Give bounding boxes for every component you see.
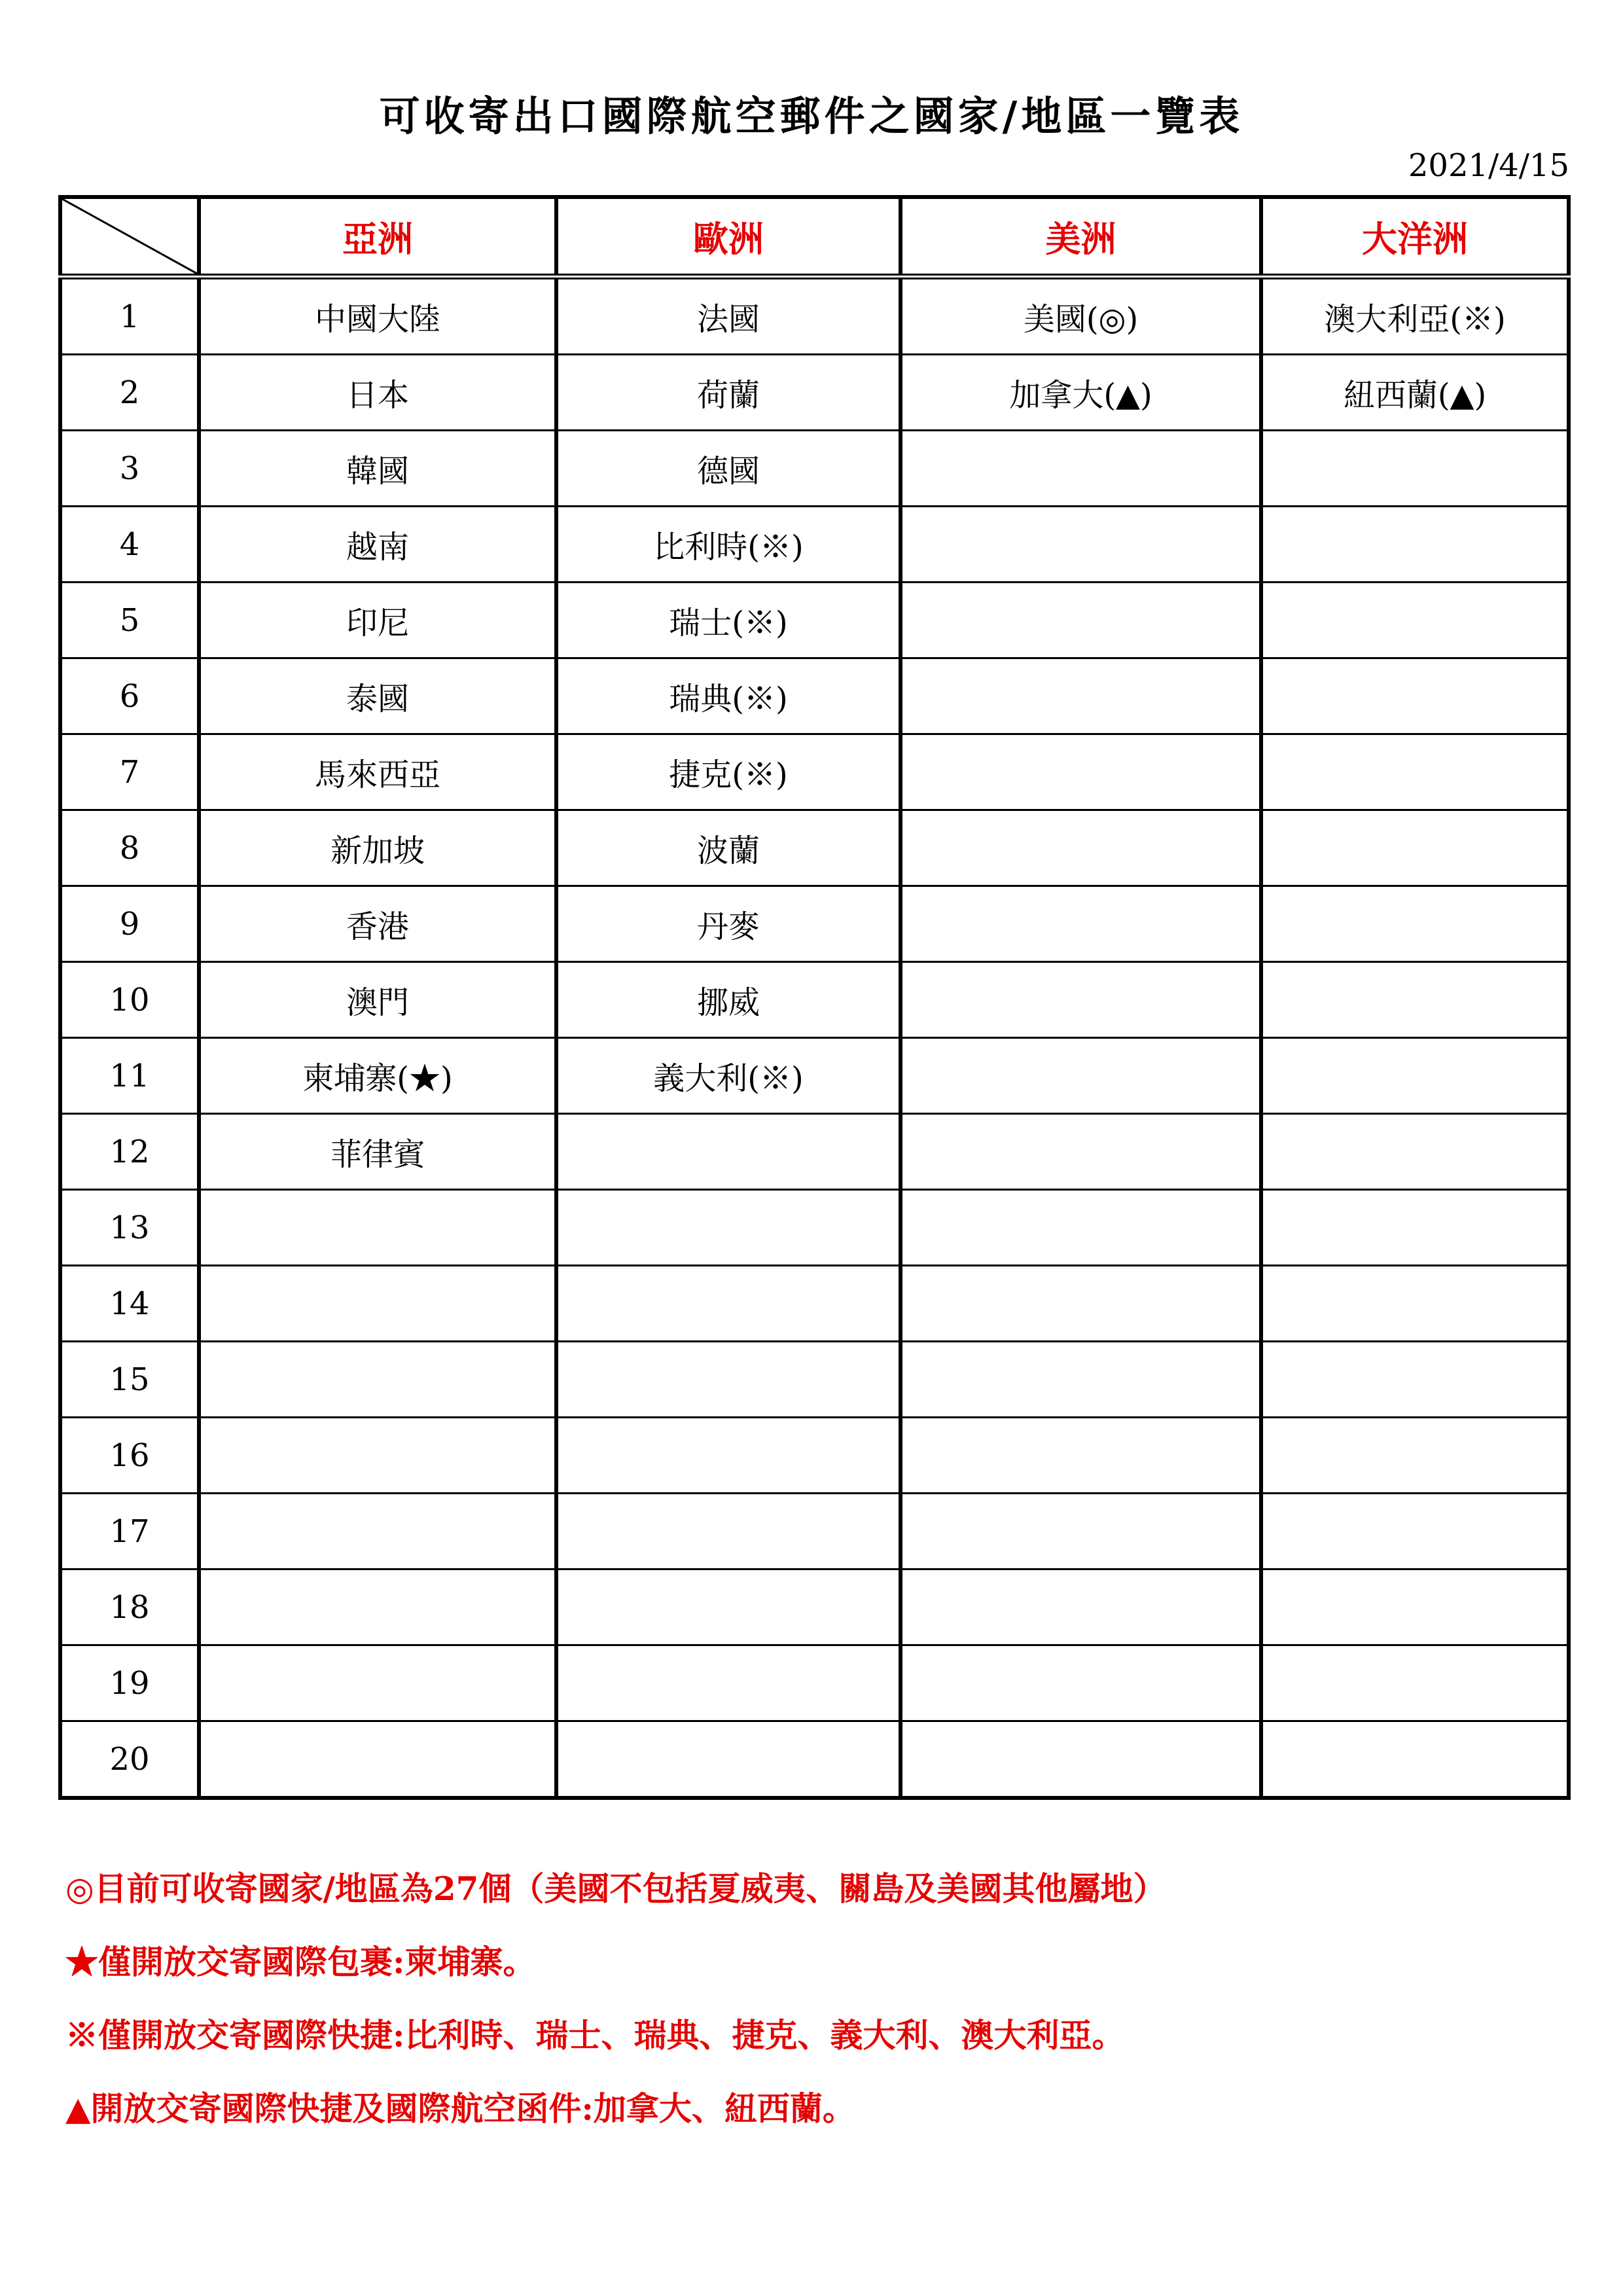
cell-europe: 義大利(※)	[556, 1038, 901, 1114]
cell-americas	[901, 1721, 1261, 1799]
cell-europe: 波蘭	[556, 810, 901, 886]
header-oceania: 大洋洲	[1261, 197, 1569, 277]
row-number: 19	[60, 1645, 199, 1721]
table-row	[60, 1418, 1569, 1494]
cell-europe: 瑞士(※)	[556, 583, 901, 658]
row-number: 14	[60, 1266, 199, 1342]
note-total-count: ◎目前可收寄國家/地區為27個（美國不包括夏威夷、關島及美國其他屬地）	[65, 1869, 1166, 1908]
table-row	[60, 1190, 1569, 1266]
cell-oceania	[1261, 962, 1569, 1038]
cell-americas	[901, 1114, 1261, 1190]
table-row	[60, 1645, 1569, 1721]
cell-asia: 柬埔寨(★)	[199, 1038, 556, 1114]
row-number: 5	[60, 583, 199, 658]
cell-americas	[901, 431, 1261, 507]
table-row	[60, 1114, 1569, 1190]
cell-europe: 德國	[556, 431, 901, 507]
row-number: 9	[60, 886, 199, 962]
cell-americas	[901, 583, 1261, 658]
cell-europe	[556, 1494, 901, 1570]
table-row	[60, 355, 1569, 431]
row-number: 1	[60, 277, 199, 355]
cell-oceania	[1261, 1494, 1569, 1570]
cell-asia: 馬來西亞	[199, 734, 556, 810]
cell-americas	[901, 1645, 1261, 1721]
table-row	[60, 962, 1569, 1038]
cell-americas	[901, 1494, 1261, 1570]
cell-europe	[556, 1342, 901, 1418]
cell-europe	[556, 1114, 901, 1190]
cell-oceania	[1261, 1721, 1569, 1799]
table-row	[60, 810, 1569, 886]
cell-europe: 比利時(※)	[556, 507, 901, 583]
cell-oceania	[1261, 1266, 1569, 1342]
cell-americas	[901, 507, 1261, 583]
cell-europe	[556, 1721, 901, 1799]
note-express-only: ※僅開放交寄國際快捷:比利時、瑞士、瑞典、捷克、義大利、澳大利亞。	[65, 2016, 1125, 2054]
row-number: 3	[60, 431, 199, 507]
cell-europe: 荷蘭	[556, 355, 901, 431]
row-number: 15	[60, 1342, 199, 1418]
cell-asia	[199, 1190, 556, 1266]
cell-oceania	[1261, 1570, 1569, 1645]
table-row	[60, 1266, 1569, 1342]
cell-oceania	[1261, 431, 1569, 507]
cell-asia	[199, 1418, 556, 1494]
row-number: 2	[60, 355, 199, 431]
table-row	[60, 1721, 1569, 1799]
cell-americas	[901, 962, 1261, 1038]
row-number: 8	[60, 810, 199, 886]
cell-europe: 丹麥	[556, 886, 901, 962]
cell-europe	[556, 1570, 901, 1645]
row-number: 7	[60, 734, 199, 810]
cell-oceania	[1261, 1418, 1569, 1494]
cell-europe: 瑞典(※)	[556, 658, 901, 734]
table-row	[60, 886, 1569, 962]
cell-asia	[199, 1721, 556, 1799]
cell-americas	[901, 658, 1261, 734]
diagonal-line	[62, 199, 197, 274]
cell-americas	[901, 810, 1261, 886]
row-number: 16	[60, 1418, 199, 1494]
cell-asia: 印尼	[199, 583, 556, 658]
cell-americas	[901, 1418, 1261, 1494]
cell-oceania	[1261, 1342, 1569, 1418]
row-number: 13	[60, 1190, 199, 1266]
cell-americas	[901, 734, 1261, 810]
cell-asia: 中國大陸	[199, 277, 556, 355]
cell-americas	[901, 1266, 1261, 1342]
notes-section	[65, 1852, 1166, 2145]
row-number: 6	[60, 658, 199, 734]
page-title: 可收寄出口國際航空郵件之國家/地區一覽表	[379, 92, 1244, 140]
table-row	[60, 431, 1569, 507]
cell-americas	[901, 1038, 1261, 1114]
note-parcel-only: ★僅開放交寄國際包裹:柬埔寨。	[65, 1943, 536, 1981]
cell-asia: 新加坡	[199, 810, 556, 886]
cell-asia: 韓國	[199, 431, 556, 507]
cell-asia: 泰國	[199, 658, 556, 734]
row-number: 20	[60, 1721, 199, 1799]
document-date: 2021/4/15	[1408, 147, 1569, 184]
cell-americas: 加拿大(▲)	[901, 355, 1261, 431]
table-body	[60, 277, 1569, 1799]
cell-europe	[556, 1190, 901, 1266]
cell-americas: 美國(◎)	[901, 277, 1261, 355]
row-number: 11	[60, 1038, 199, 1114]
table-row	[60, 1570, 1569, 1645]
cell-europe: 挪威	[556, 962, 901, 1038]
cell-asia: 菲律賓	[199, 1114, 556, 1190]
note-express-and-airmail: ▲開放交寄國際快捷及國際航空函件:加拿大、紐西蘭。	[65, 2089, 855, 2128]
cell-europe: 法國	[556, 277, 901, 355]
cell-asia	[199, 1570, 556, 1645]
header-asia: 亞洲	[199, 197, 556, 277]
table-row	[60, 1342, 1569, 1418]
header-row	[60, 197, 1569, 277]
corner-cell	[60, 197, 199, 277]
cell-oceania	[1261, 583, 1569, 658]
cell-asia: 日本	[199, 355, 556, 431]
cell-americas	[901, 1570, 1261, 1645]
cell-oceania	[1261, 886, 1569, 962]
table-row	[60, 1494, 1569, 1570]
cell-asia: 越南	[199, 507, 556, 583]
table-row	[60, 1038, 1569, 1114]
cell-asia	[199, 1342, 556, 1418]
header-americas: 美洲	[901, 197, 1261, 277]
cell-europe	[556, 1266, 901, 1342]
header-europe: 歐洲	[556, 197, 901, 277]
cell-oceania	[1261, 1114, 1569, 1190]
table-row	[60, 277, 1569, 355]
table-row	[60, 507, 1569, 583]
country-table	[58, 195, 1571, 1800]
row-number: 4	[60, 507, 199, 583]
cell-oceania	[1261, 1645, 1569, 1721]
cell-oceania	[1261, 507, 1569, 583]
row-number: 10	[60, 962, 199, 1038]
table-row	[60, 734, 1569, 810]
cell-asia	[199, 1494, 556, 1570]
table-row	[60, 658, 1569, 734]
cell-americas	[901, 1342, 1261, 1418]
cell-asia	[199, 1266, 556, 1342]
cell-asia	[199, 1645, 556, 1721]
cell-europe	[556, 1418, 901, 1494]
row-number: 17	[60, 1494, 199, 1570]
cell-oceania: 澳大利亞(※)	[1261, 277, 1569, 355]
cell-oceania	[1261, 1190, 1569, 1266]
cell-oceania: 紐西蘭(▲)	[1261, 355, 1569, 431]
cell-oceania	[1261, 658, 1569, 734]
row-number: 18	[60, 1570, 199, 1645]
cell-oceania	[1261, 1038, 1569, 1114]
cell-oceania	[1261, 734, 1569, 810]
table-row	[60, 583, 1569, 658]
cell-asia: 香港	[199, 886, 556, 962]
cell-asia: 澳門	[199, 962, 556, 1038]
cell-oceania	[1261, 810, 1569, 886]
cell-europe	[556, 1645, 901, 1721]
row-number: 12	[60, 1114, 199, 1190]
cell-americas	[901, 886, 1261, 962]
cell-europe: 捷克(※)	[556, 734, 901, 810]
cell-americas	[901, 1190, 1261, 1266]
